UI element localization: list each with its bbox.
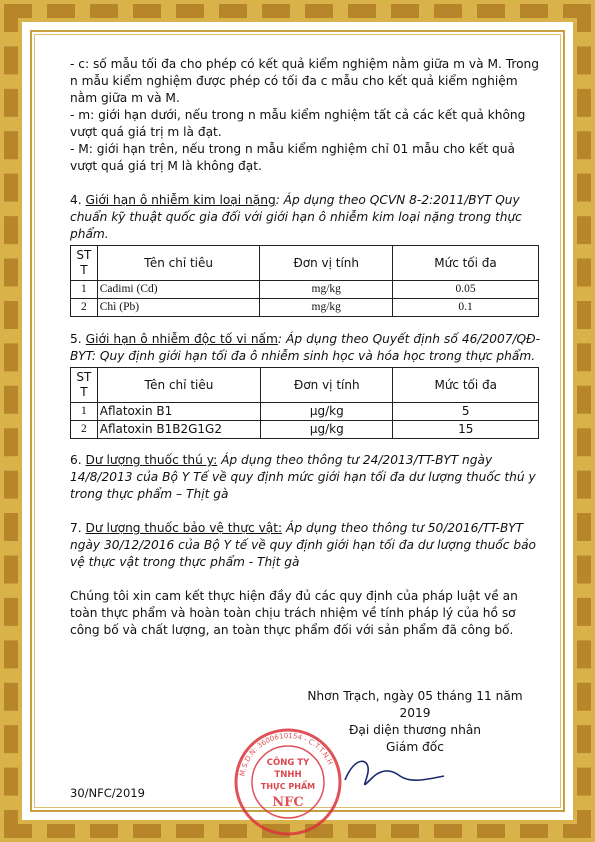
col-name: Tên chỉ tiêu (97, 368, 260, 403)
cell-name: Chì (Pb) (97, 299, 260, 317)
cell-max: 5 (393, 403, 539, 421)
section-6-heading: Dư lượng thuốc thú y: (85, 453, 218, 467)
heavy-metal-table (70, 245, 539, 317)
cell-stt: 1 (71, 403, 98, 421)
stamp-line-4: NFC (272, 795, 304, 810)
intro-M: - M: giới hạn trên, nếu trong n mẫu kiểm nghiệm chỉ 01 mẫu cho kết quả vượt quá giá trị M là không đạt. (70, 142, 515, 173)
col-unit: Đơn vị tính (260, 246, 393, 281)
section-7-heading: Dư lượng thuốc bảo vệ thực vật: (85, 521, 283, 535)
stamp-line-1: CÔNG TY (266, 758, 310, 768)
col-name: Tên chỉ tiêu (97, 246, 260, 281)
cell-unit: µg/kg (261, 403, 393, 421)
document-body (70, 56, 540, 639)
handwritten-signature (340, 750, 450, 800)
section-7-text: Áp dụng theo thông tư 50/2016/TT-BYT ngày 30/12/2016 của Bộ Y tế về quy định giới hạn tối đa dư lượng thuốc bảo vệ thực vật trong thực phẩm - Thịt gà (70, 521, 536, 569)
cell-stt: 2 (71, 421, 98, 439)
section-5-number: 5. (70, 332, 82, 346)
table-row (71, 403, 539, 421)
table-row (71, 421, 539, 439)
section-4 (70, 192, 540, 243)
company-stamp (233, 727, 343, 837)
cell-max: 0.1 (393, 299, 539, 317)
section-6 (70, 452, 540, 503)
col-max: Mức tối đa (393, 368, 539, 403)
section-5 (70, 331, 540, 365)
mycotoxin-table (70, 367, 539, 439)
place-date: Nhơn Trạch, ngày 05 tháng 11 năm 2019 (307, 689, 523, 720)
cell-stt: 2 (71, 299, 98, 317)
director-title: Giám đốc (386, 740, 444, 754)
cell-name: Cadimi (Cd) (97, 281, 260, 299)
cell-unit: mg/kg (260, 281, 393, 299)
cell-unit: µg/kg (261, 421, 393, 439)
table-header-row (71, 368, 539, 403)
cell-max: 0.05 (393, 281, 539, 299)
col-max: Mức tối đa (393, 246, 539, 281)
stamp-line-2: TNHH (274, 770, 302, 780)
section-5-text: : Áp dụng theo Quyết định số 46/2007/QĐ-BYT: Quy định giới hạn tối đa ô nhiễm sinh học và hóa học trong thực phẩm. (70, 332, 540, 363)
cell-name: Aflatoxin B1B2G1G2 (97, 421, 260, 439)
cell-name: Aflatoxin B1 (97, 403, 260, 421)
section-4-heading: Giới hạn ô nhiễm kim loại nặng (85, 193, 276, 207)
section-5-heading: Giới hạn ô nhiễm độc tố vi nấm (85, 332, 278, 346)
col-stt: ST T (71, 246, 98, 281)
section-6-text: Áp dụng theo thông tư 24/2013/TT-BYT ngày 14/8/2013 của Bộ Y Tế về quy định mức giới hạn tối đa dư lượng thuốc thú y trong thực phẩm – Thịt gà (70, 453, 536, 501)
table-row (71, 281, 539, 299)
col-unit: Đơn vị tính (261, 368, 393, 403)
cell-stt: 1 (71, 281, 98, 299)
document-code: 30/NFC/2019 (70, 786, 145, 800)
col-stt: ST T (71, 368, 98, 403)
table-row (71, 299, 539, 317)
representative-label: Đại diện thương nhân (348, 723, 482, 737)
cell-unit: mg/kg (260, 299, 393, 317)
intro-c: - c: số mẫu tối đa cho phép có kết quả kiểm nghiệm nằm giữa m và M. Trong n mẫu kiểm nghiệm được phép có tối đa c mẫu cho kết quả kiểm nghiệm nằm giữa m và M. (70, 57, 540, 105)
intro-m: - m: giới hạn dưới, nếu trong n mẫu kiểm nghiệm tất cả các kết quả không vượt quá giá trị m là đạt. (70, 108, 526, 139)
section-4-number: 4. (70, 193, 82, 207)
stamp-ring-text: M.S.D.N: 3600610154 - C.T.T.N.H (238, 731, 335, 777)
section-4-text: : Áp dụng theo QCVN 8-2:2011/BYT Quy chuẩn kỹ thuật quốc gia đối với giới hạn ô nhiễm kim loại nặng trong thực phẩm. (70, 193, 522, 241)
section-7 (70, 520, 540, 571)
section-6-number: 6. (70, 453, 82, 467)
commitment-paragraph: Chúng tôi xin cam kết thực hiện đầy đủ các quy định của pháp luật về an toàn thực phẩm và hoàn toàn chịu trách nhiệm về tính pháp lý của hồ sơ công bố và chất lượng, an toàn thực phẩm đối với sản phẩm đã công bố. (70, 589, 518, 637)
table-header-row (71, 246, 539, 281)
stamp-line-3: THỰC PHẨM (260, 782, 316, 791)
section-7-number: 7. (70, 521, 82, 535)
cell-max: 15 (393, 421, 539, 439)
